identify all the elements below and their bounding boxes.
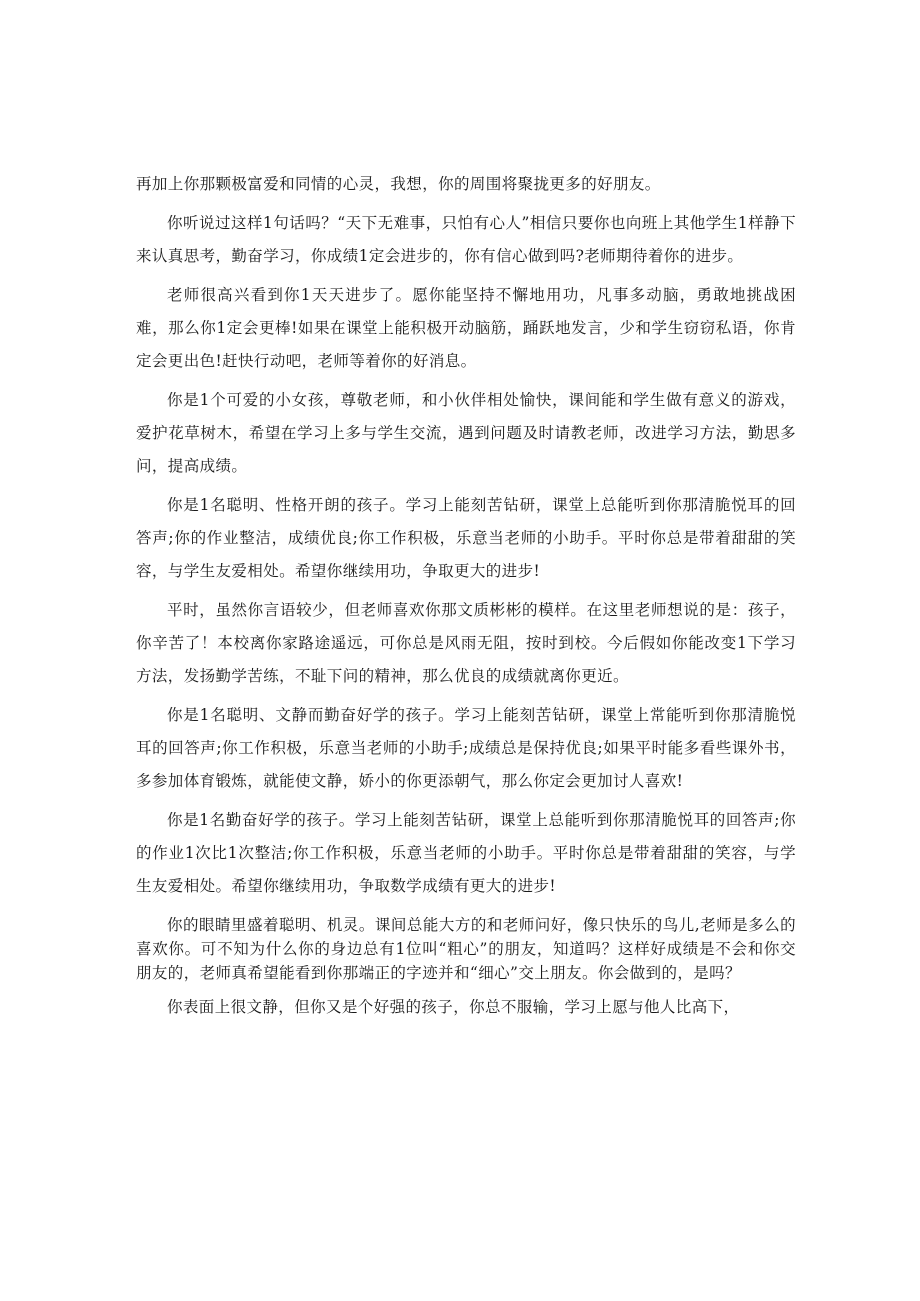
- paragraph-9: 你的眼睛里盛着聪明、机灵。课间总能大方的和老师问好，像只快乐的鸟儿,老师是多么的喜欢你。可不知为什么你的身边总有1位叫“粗心”的朋友，知道吗？这样好成绩是不会和你交朋友的，老师真希望能看到你那端正的字迹并和“细心”交上朋友。你会做到的，是吗？: [136, 916, 796, 982]
- paragraph-1: 再加上你那颗极富爱和同情的心灵，我想，你的周围将聚拢更多的好朋友。: [136, 175, 661, 193]
- paragraph-10: 你表面上很文静，但你又是个好强的孩子，你总不服输，学习上愿与他人比高下，: [167, 998, 740, 1016]
- paragraph-7: 你是1名聪明、文静而勤奋好学的孩子。学习上能刻苦钻研，课堂上常能听到你那清脆悦耳的回答声;你工作积极，乐意当老师的小助手;成绩总是保持优良;如果平时能多看些课外书，多参加体育锻炼，就能使文静，娇小的你更添朝气，那么你定会更加讨人喜欢!: [136, 706, 796, 790]
- paragraph-8: 你是1名勤奋好学的孩子。学习上能刻苦钻研，课堂上总能听到你那清脆悦耳的回答声;你的作业1次比1次整洁;你工作积极，乐意当老师的小助手。平时你总是带着甜甜的笑容，与学生友爱相处。希望你继续用功，争取数学成绩有更大的进步!: [136, 811, 796, 895]
- paragraph-2: 你听说过这样1句话吗？“天下无难事，只怕有心人”相信只要你也向班上其他学生1样静下来认真思考，勤奋学习，你成绩1定会进步的，你有信心做到吗?老师期待着你的进步。: [136, 214, 796, 265]
- paragraph-4: 你是1个可爱的小女孩，尊敬老师，和小伙伴相处愉快，课间能和学生做有意义的游戏，爱护花草树木，希望在学习上多与学生交流，遇到问题及时请教老师，改进学习方法，勤思多问，提高成绩。: [136, 391, 796, 475]
- paragraph-6: 平时，虽然你言语较少，但老师喜欢你那文质彬彬的模样。在这里老师想说的是：孩子，你辛苦了！本校离你家路途遥远，可你总是风雨无阻，按时到校。今后假如你能改变1下学习方法，发扬勤学苦练，不耻下问的精神，那么优良的成绩就离你更近。: [136, 601, 796, 685]
- document-body: [136, 168, 796, 1024]
- paragraph-5: 你是1名聪明、性格开朗的孩子。学习上能刻苦钻研，课堂上总能听到你那清脆悦耳的回答声;你的作业整洁，成绩优良;你工作积极，乐意当老师的小助手。平时你总是带着甜甜的笑容，与学生友爱相处。希望你继续用功，争取更大的进步!: [136, 496, 796, 580]
- paragraph-3: 老师很高兴看到你1天天进步了。愿你能坚持不懈地用功，凡事多动脑，勇敢地挑战困难，那么你1定会更棒!如果在课堂上能积极开动脑筋，踊跃地发言，少和学生窃窃私语，你肯定会更出色!赶快行动吧，老师等着你的好消息。: [136, 286, 796, 370]
